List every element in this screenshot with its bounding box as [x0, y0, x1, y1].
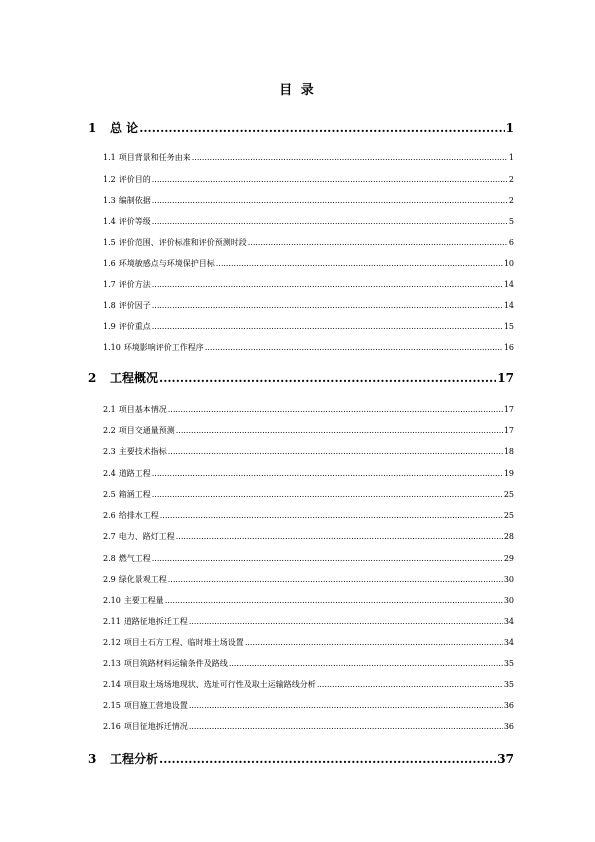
toc-section-entry[interactable]: [103, 510, 514, 521]
toc-entry-title: 工程概况: [110, 371, 159, 385]
toc-entry-label: [103, 616, 188, 627]
toc-entry-title: 评价重点: [118, 322, 151, 331]
toc-entry-label: [103, 446, 167, 457]
toc-entry-page-number: 30: [503, 575, 514, 584]
toc-section-entry[interactable]: [103, 258, 514, 269]
toc-chapter-entry[interactable]: [88, 750, 514, 767]
toc-entry-label: [103, 321, 151, 332]
toc-entry-page-number: 36: [503, 722, 514, 731]
toc-entry-title: 环境敏感点与环境保护目标: [118, 259, 215, 268]
dot-leader: [152, 322, 503, 331]
toc-entry-page-number: 35: [503, 659, 514, 668]
toc-entry-page-number: 2: [508, 196, 514, 205]
dot-leader: [248, 238, 508, 247]
toc-entry-page-number: 6: [508, 238, 514, 247]
toc-chapter-entry[interactable]: [88, 369, 514, 386]
toc-entry-title: 绿化景观工程: [118, 575, 167, 584]
dot-leader: [189, 701, 503, 710]
toc-entry-number: 2.9: [103, 575, 116, 584]
toc-entry-title: 评价范围、评价标准和评价预测时段: [118, 238, 247, 247]
dot-leader: [152, 217, 508, 226]
toc-entry-label: [103, 595, 164, 606]
toc-entry-number: 1.4: [103, 217, 116, 226]
toc-entry-page-number: 37: [497, 752, 514, 766]
toc-entry-label: [103, 237, 247, 248]
toc-entry-number: 2.13: [103, 659, 121, 668]
dot-leader: [168, 575, 503, 584]
toc-entry-title: 评价方法: [118, 280, 151, 289]
toc-entry-title: 燃气工程: [118, 554, 151, 563]
toc-entry-number: 1.8: [103, 301, 116, 310]
dot-leader: [152, 554, 503, 563]
toc-entry-label: [103, 658, 228, 669]
dot-leader: [192, 153, 508, 162]
toc-section-entry[interactable]: [103, 616, 514, 627]
dot-leader: [317, 680, 503, 689]
dot-leader: [205, 343, 503, 352]
toc-entry-number: 1.1: [103, 153, 116, 162]
toc-entry-label: [103, 553, 151, 564]
dot-leader: [152, 490, 503, 499]
toc-section-entry[interactable]: [103, 237, 514, 248]
toc-entry-page-number: 29: [503, 554, 514, 563]
dot-leader: [176, 532, 503, 541]
toc-entry-number: 2.1: [103, 405, 116, 414]
toc-entry-label: [103, 404, 167, 415]
toc-entry-label: [103, 700, 188, 711]
toc-entry-number: 2.14: [103, 680, 121, 689]
toc-entry-number: 1.3: [103, 196, 116, 205]
toc-entry-title: 评价目的: [118, 175, 151, 184]
toc-entry-page-number: 14: [503, 280, 514, 289]
toc-section-entry[interactable]: [103, 446, 514, 457]
toc-section-entry[interactable]: [103, 174, 514, 185]
toc-entry-number: 2.4: [103, 469, 116, 478]
dot-leader: [189, 617, 503, 626]
toc-section-entry[interactable]: [103, 658, 514, 669]
dot-leader: [165, 596, 503, 605]
dot-leader: [159, 752, 496, 766]
toc-entry-label: [103, 425, 175, 436]
toc-entry-title: 项目交通量预测: [118, 426, 175, 435]
toc-entry-number: 2.2: [103, 426, 116, 435]
toc-section-entry[interactable]: [103, 279, 514, 290]
toc-entry-title: 箱涵工程: [118, 490, 151, 499]
toc-entry-page-number: 35: [503, 680, 514, 689]
toc-entry-page-number: 28: [503, 532, 514, 541]
toc-entry-label: [88, 119, 138, 136]
toc-section-entry[interactable]: [103, 300, 514, 311]
dot-leader: [168, 405, 503, 414]
toc-entry-page-number: 36: [503, 701, 514, 710]
toc-entry-number: 2.16: [103, 722, 121, 731]
dot-leader: [216, 259, 503, 268]
toc-entry-number: 2.5: [103, 490, 116, 499]
toc-entry-number: 2.3: [103, 447, 116, 456]
toc-entry-title: 评价因子: [118, 301, 151, 310]
toc-entry-label: [88, 369, 158, 386]
toc-entry-number: 3: [88, 752, 97, 766]
toc-entry-number: 2.12: [103, 638, 121, 647]
toc-entry-label: [103, 468, 151, 479]
toc-entry-page-number: 34: [503, 617, 514, 626]
toc-section-entry[interactable]: [103, 489, 514, 500]
toc-entry-title: 项目基本情况: [118, 405, 167, 414]
toc-entry-label: [88, 750, 158, 767]
toc-entry-title: 编制依据: [118, 196, 151, 205]
toc-entry-title: 评价等级: [118, 217, 151, 226]
toc-section-entry[interactable]: [103, 679, 514, 690]
toc-section-entry[interactable]: [103, 195, 514, 206]
dot-leader: [160, 511, 503, 520]
toc-entry-number: 2.11: [103, 617, 121, 626]
dot-leader: [152, 196, 508, 205]
toc-entry-page-number: 18: [503, 447, 514, 456]
toc-entry-number: 1.9: [103, 322, 116, 331]
toc-entry-label: [103, 342, 204, 353]
dot-leader: [152, 175, 508, 184]
toc-entry-number: 2.15: [103, 701, 121, 710]
toc-entry-label: [103, 300, 151, 311]
toc-entry-page-number: 16: [503, 343, 514, 352]
dot-leader: [152, 280, 503, 289]
toc-entry-label: [103, 216, 151, 227]
toc-entry-label: [103, 510, 159, 521]
toc-entry-title: 工程分析: [110, 752, 159, 766]
toc-entry-number: 2.10: [103, 596, 121, 605]
toc-section-entry[interactable]: [103, 342, 514, 353]
toc-entry-label: [103, 279, 151, 290]
toc-entry-number: 2.7: [103, 532, 116, 541]
toc-entry-number: 1: [88, 121, 97, 135]
toc-entry-page-number: 1: [505, 121, 514, 135]
dot-leader: [229, 659, 503, 668]
toc-entry-title: 主要工程量: [123, 596, 164, 605]
dot-leader: [176, 426, 503, 435]
toc-entry-title: 给排水工程: [118, 511, 159, 520]
toc-entry-page-number: 17: [503, 405, 514, 414]
toc-entry-page-number: 1: [508, 153, 514, 162]
toc-section-entry[interactable]: [103, 574, 514, 585]
toc-entry-label: [103, 531, 175, 542]
toc-section-entry[interactable]: [103, 637, 514, 648]
toc-entry-label: [103, 489, 151, 500]
toc-entry-label: [103, 679, 316, 690]
toc-entry-page-number: 14: [503, 301, 514, 310]
toc-entry-number: 1.10: [103, 343, 121, 352]
toc-entry-page-number: 10: [503, 259, 514, 268]
toc-entry-title: 道路征地拆迁工程: [123, 617, 188, 626]
toc-entry-label: [103, 721, 188, 732]
toc-entry-number: 1.6: [103, 259, 116, 268]
toc-section-entry[interactable]: [103, 553, 514, 564]
toc-entry-title: 电力、路灯工程: [118, 532, 175, 541]
toc-entry-number: 1.7: [103, 280, 116, 289]
dot-leader: [189, 722, 503, 731]
toc-section-entry[interactable]: [103, 721, 514, 732]
toc-entry-label: [103, 637, 244, 648]
toc-entry-title: 环境影响评价工作程序: [123, 343, 204, 352]
toc-section-entry[interactable]: [103, 404, 514, 415]
dot-leader: [139, 121, 504, 135]
toc-title: 目 录: [279, 83, 316, 98]
toc-entry-title: 项目施工营地设置: [123, 701, 188, 710]
toc-entry-page-number: 30: [503, 596, 514, 605]
toc-entry-page-number: 5: [508, 217, 514, 226]
toc-entry-label: [103, 174, 151, 185]
toc-entry-page-number: 15: [503, 322, 514, 331]
toc-entry-label: [103, 152, 191, 163]
toc-entry-page-number: 2: [508, 175, 514, 184]
toc-chapter-entry[interactable]: [88, 119, 514, 136]
dot-leader: [152, 301, 503, 310]
toc-section-entry[interactable]: [103, 468, 514, 479]
toc-entry-title: 项目征地拆迁情况: [123, 722, 188, 731]
toc-entry-label: [103, 195, 151, 206]
toc-entry-title: 项目土石方工程、临时堆土场设置: [123, 638, 244, 647]
toc-entry-number: 1.2: [103, 175, 116, 184]
toc-entry-title: 项目筑路材料运输条件及路线: [123, 659, 228, 668]
toc-entry-title: 项目背景和任务由来: [118, 153, 191, 162]
toc-section-entry[interactable]: [103, 321, 514, 332]
toc-entry-page-number: 25: [503, 490, 514, 499]
toc-entry-title: 项目取土场场地现状、选址可行性及取土运输路线分析: [123, 680, 316, 689]
dot-leader: [245, 638, 503, 647]
toc-entry-page-number: 25: [503, 511, 514, 520]
toc-entry-label: [103, 574, 167, 585]
toc-section-entry[interactable]: [103, 216, 514, 227]
toc-entry-title: 道路工程: [118, 469, 151, 478]
toc-section-entry[interactable]: [103, 531, 514, 542]
toc-entry-number: 2.8: [103, 554, 116, 563]
dot-leader: [168, 447, 503, 456]
toc-entry-number: 2: [88, 371, 97, 385]
toc-entry-page-number: 17: [503, 426, 514, 435]
dot-leader: [159, 371, 496, 385]
toc-entry-title: 总 论: [110, 121, 139, 135]
toc-entry-number: 1.5: [103, 238, 116, 247]
toc-entry-title: 主要技术指标: [118, 447, 167, 456]
toc-section-entry[interactable]: [103, 425, 514, 436]
toc-entry-page-number: 34: [503, 638, 514, 647]
toc-section-entry[interactable]: [103, 152, 514, 163]
toc-entry-number: 2.6: [103, 511, 116, 520]
toc-entry-label: [103, 258, 215, 269]
dot-leader: [152, 469, 503, 478]
toc-entry-page-number: 17: [497, 371, 514, 385]
toc-section-entry[interactable]: [103, 700, 514, 711]
toc-section-entry[interactable]: [103, 595, 514, 606]
toc-entry-page-number: 19: [503, 469, 514, 478]
